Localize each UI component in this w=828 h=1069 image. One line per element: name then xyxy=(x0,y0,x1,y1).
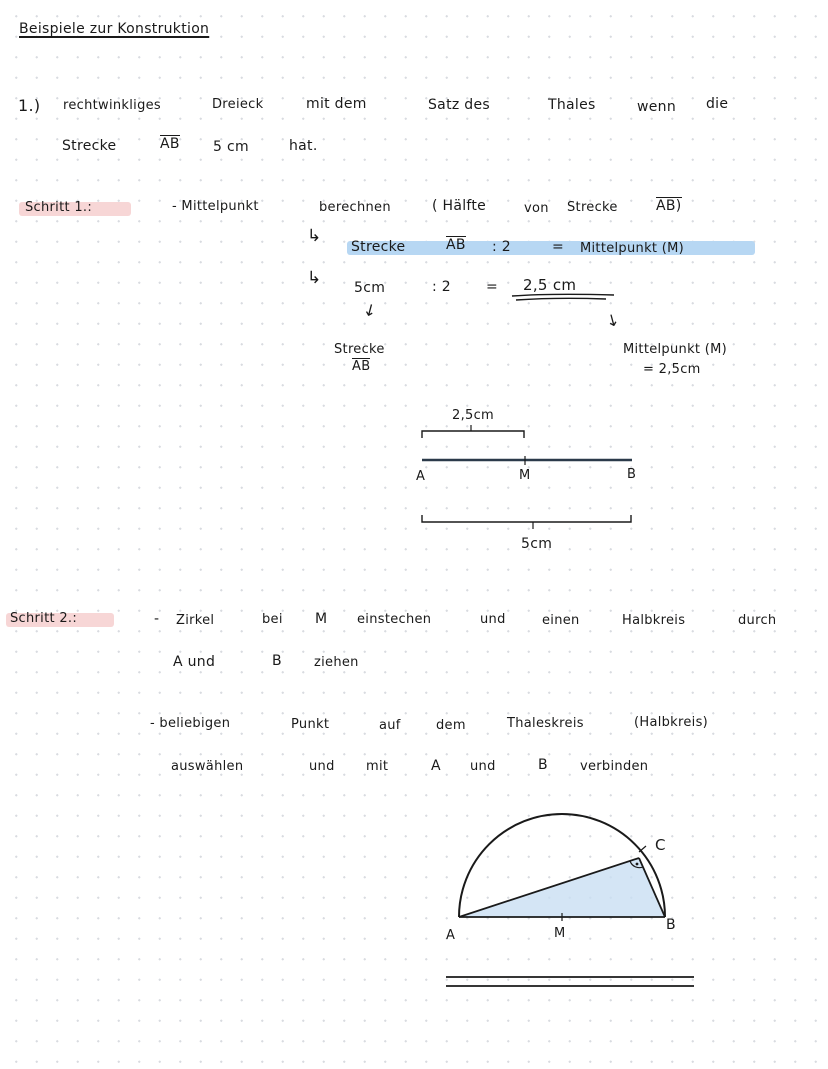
step2-word: ziehen xyxy=(314,655,359,670)
full-length-label: 5cm xyxy=(521,536,553,552)
row1-text: = xyxy=(552,239,565,255)
step2-word: - beliebigen xyxy=(150,716,231,731)
step1-text: berechnen xyxy=(319,200,391,215)
task-number: 1.) xyxy=(18,96,41,115)
half-bracket xyxy=(422,431,524,438)
down-arrow-icon: ↓ xyxy=(360,299,380,322)
thales-point-a: A xyxy=(446,928,456,943)
step1-text: von xyxy=(524,201,549,216)
task-word: Strecke xyxy=(62,138,117,154)
step2-word: einstechen xyxy=(357,612,432,627)
step2-word: M xyxy=(315,611,328,627)
step2-word: (Halbkreis) xyxy=(634,715,709,730)
end-double-line xyxy=(446,974,698,990)
step2-word: mit xyxy=(366,759,389,774)
task-word: rechtwinkliges xyxy=(63,98,161,113)
page-title: Beispiele zur Konstruktion xyxy=(19,21,210,37)
thales-point-c: C xyxy=(655,836,666,854)
row1-text: Mittelpunkt (M) xyxy=(580,241,684,256)
step2-word: A und xyxy=(173,654,216,670)
step2-word: einen xyxy=(542,613,580,628)
task-word: wenn xyxy=(637,99,677,115)
task-word: Thales xyxy=(548,97,596,113)
point-b-label: B xyxy=(627,467,637,482)
row2-text: : 2 xyxy=(432,279,451,295)
step2-word: verbinden xyxy=(580,759,649,774)
step2-word: A xyxy=(431,758,441,774)
step2-word: B xyxy=(538,757,548,773)
task-word: 5 cm xyxy=(213,139,249,155)
full-bracket xyxy=(422,515,631,522)
step2-word: auswählen xyxy=(171,759,244,774)
arrow-icon: ↳ xyxy=(307,226,322,246)
row1-text: : 2 xyxy=(492,239,511,255)
step2-word: und xyxy=(470,759,496,774)
right-triangle-fill xyxy=(459,858,665,917)
segment-ab-label: AB xyxy=(160,136,180,152)
step2-word: auf xyxy=(379,718,401,733)
step2-word: durch xyxy=(738,613,777,628)
step2-word: Zirkel xyxy=(176,613,215,628)
down-arrow-icon: ↓ xyxy=(603,309,622,332)
step1-label: Schritt 1.: xyxy=(25,200,93,215)
task-word: Satz des xyxy=(428,97,490,113)
step2-word: bei xyxy=(262,612,283,627)
row2-result: 2,5 cm xyxy=(523,276,577,294)
thales-point-b: B xyxy=(666,917,676,933)
task-word: die xyxy=(706,96,729,112)
step1-ab: AB) xyxy=(656,198,682,214)
note-left-line1: Strecke xyxy=(334,342,385,357)
half-length-label: 2,5cm xyxy=(452,408,494,423)
result-underline xyxy=(510,292,620,306)
row1-highlight xyxy=(347,241,755,255)
step2-word: B xyxy=(272,653,282,669)
note-right-line2: = 2,5cm xyxy=(643,362,701,377)
thales-figure xyxy=(440,810,700,943)
step1-text: Strecke xyxy=(567,200,618,215)
thales-point-m: M xyxy=(554,926,566,941)
step2-word: Halbkreis xyxy=(622,613,686,628)
step2-word: Punkt xyxy=(291,717,330,732)
step2-word: und xyxy=(309,759,335,774)
step2-label: Schritt 2.: xyxy=(10,611,78,626)
task-word: mit dem xyxy=(306,96,367,112)
note-right-line1: Mittelpunkt (M) xyxy=(623,342,727,357)
step2-word: Thaleskreis xyxy=(507,716,584,731)
note-left-line2: AB xyxy=(352,359,371,374)
row2-text: 5cm xyxy=(354,280,386,296)
step1-text: ( Hälfte xyxy=(432,198,487,214)
step2-word: dem xyxy=(436,718,466,733)
point-a-label: A xyxy=(416,469,426,484)
point-m-label: M xyxy=(519,468,531,483)
step2-word: - xyxy=(154,611,160,627)
arrow-icon: ↳ xyxy=(307,268,322,288)
step1-text: - Mittelpunkt xyxy=(172,199,259,214)
task-word: hat. xyxy=(289,138,318,154)
step2-word: und xyxy=(480,612,506,627)
row1-text: Strecke xyxy=(351,239,406,255)
task-word: Dreieck xyxy=(212,97,264,112)
row1-ab: AB xyxy=(446,237,466,253)
row2-text: = xyxy=(486,279,499,295)
